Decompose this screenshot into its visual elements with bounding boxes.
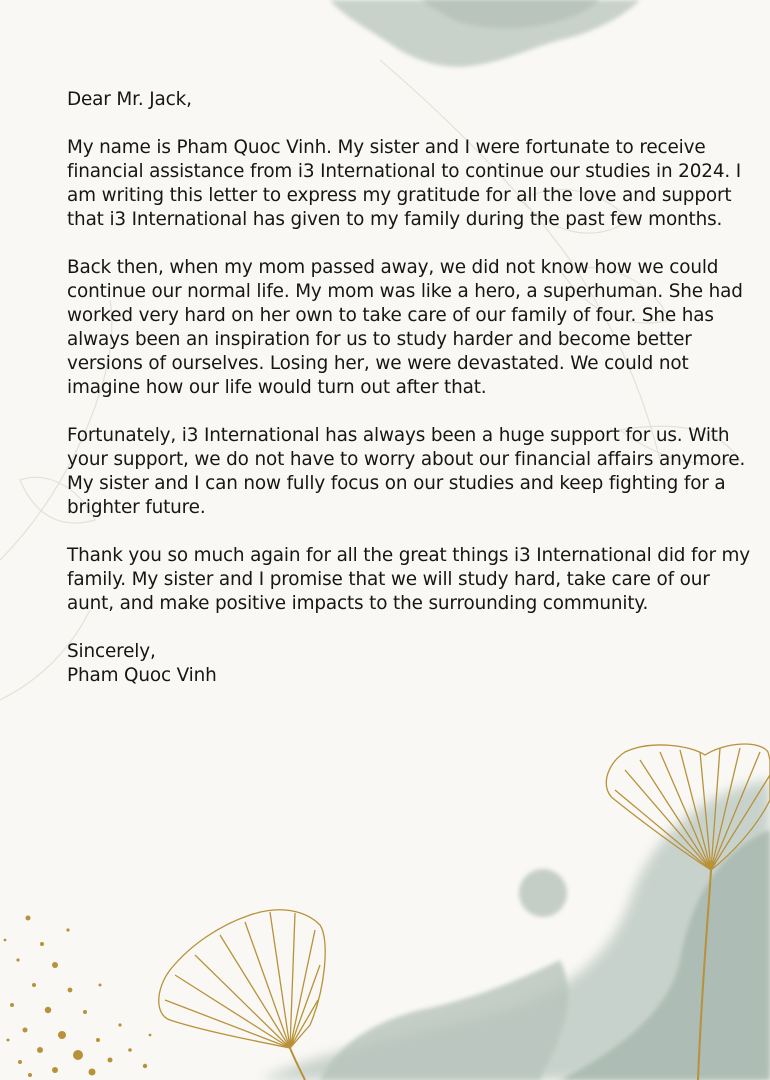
paragraph-support: Fortunately, i3 International has always been a huge support for us. With your support, we do not have to worry about our financial affairs anymore. My sister and I can now fully focus on our studies and keep fighting for a brighter future. xyxy=(67,425,746,518)
ginkgo-leaf-icon xyxy=(159,910,325,1080)
bottom-watercolor-wash xyxy=(260,780,770,1080)
top-watercolor-wash xyxy=(330,0,640,67)
salutation: Dear Mr. Jack, xyxy=(67,89,192,110)
paragraph-background: Back then, when my mom passed away, we did not know how we could continue our normal life. My mom was like a hero, a superhuman. She had worked very hard on her own to take care of our family of four. She has always been an inspiration for us to study harder and become better versions of ourselves. Losing her, we were devastated. We could not imagine how our life would turn out after that. xyxy=(67,257,743,398)
closing-block xyxy=(67,640,757,688)
signature-name: Pham Quoc Vinh xyxy=(67,665,217,686)
paragraph-introduction: My name is Pham Quoc Vinh. My sister and I were fortunate to receive financial assistance from i3 International to continue our studies in 2024. I am writing this letter to express my gratitude for all the love and support that i3 International has given to my family during the past few months. xyxy=(67,137,742,230)
paragraph-thanks: Thank you so much again for all the great things i3 International did for my family. My sister and I promise that we will study hard, take care of our aunt, and make positive impacts to the surrounding community. xyxy=(67,545,751,614)
letter-body xyxy=(67,88,757,688)
gold-speckles xyxy=(4,916,152,1078)
closing: Sincerely, xyxy=(67,641,156,662)
